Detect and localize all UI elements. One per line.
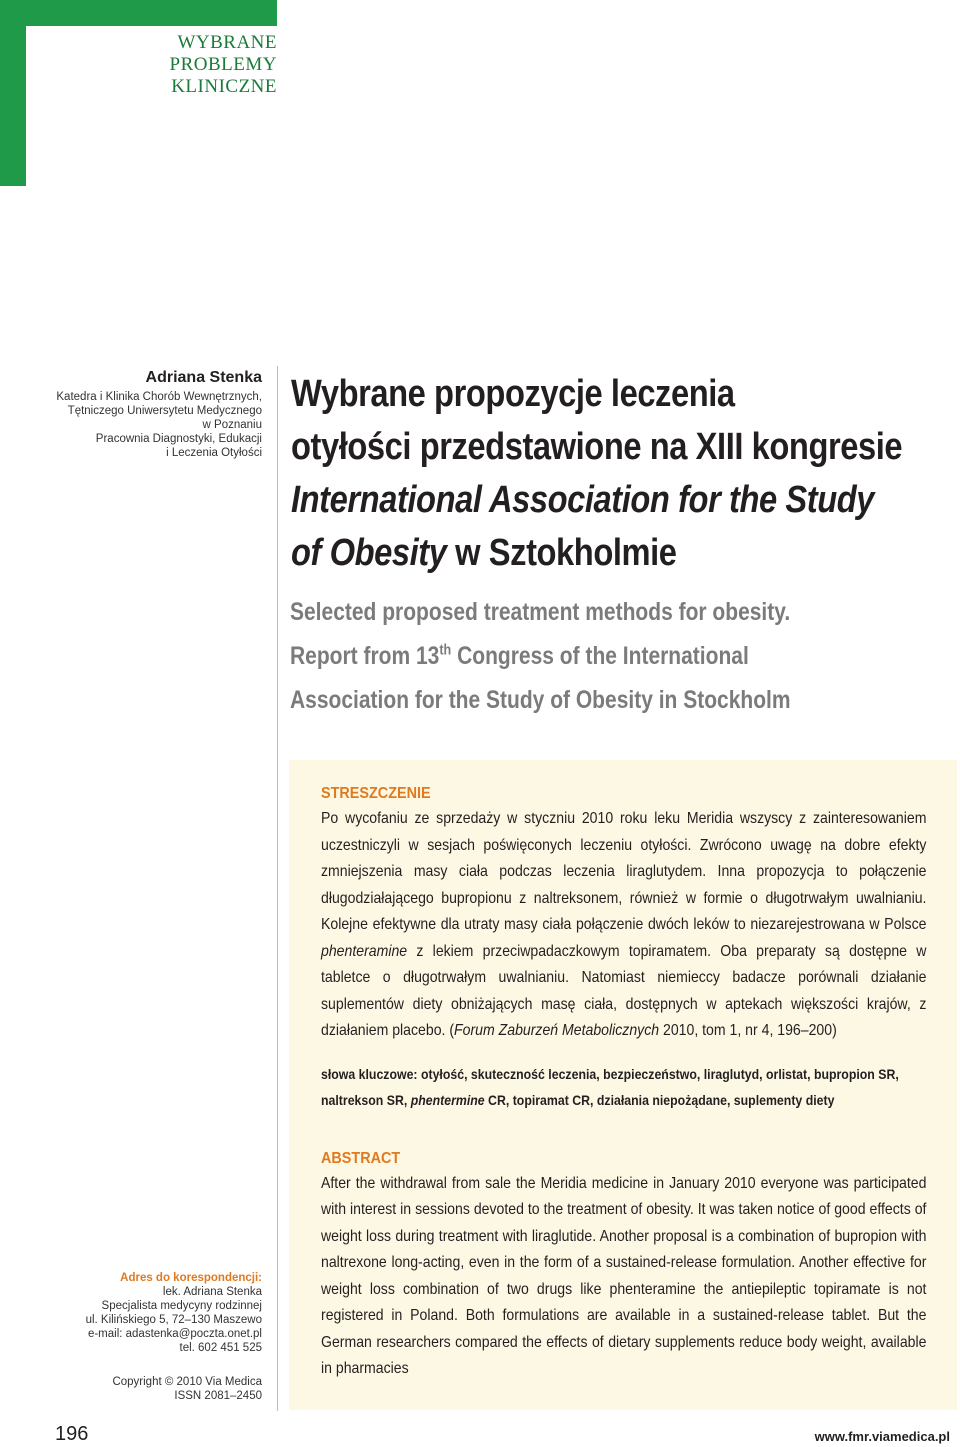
green-side-bar [0,0,26,186]
section-label: WYBRANE PROBLEMY KLINICZNE [169,32,277,97]
abstract-heading: ABSTRACT [321,1149,401,1167]
journal-website: www.fmr.viamedica.pl [814,1429,950,1444]
green-header-bar [0,0,277,26]
article-title: Wybrane propozycje leczenia otyłości przedstawione na XIII kongresie International Association for the Study of Obesity w Sztokholmie [291,373,903,574]
article-subtitle-english: Selected proposed treatment methods for obesity. Report from 13th Congress of the International Association for the Study of Obesity in Stockholm [290,598,791,714]
abstract-text: After the withdrawal from sale the Meridia medicine in January 2010 everyone was participated with interest in sessions devoted to the treatment of obesity. It was taken notice of good effects of weight loss during treatment with liraglutide. Another proposal is a combination of bupropion with naltrexone long-acting, even in the form of a sustained-release formulation. Another effective for weight loss combination of two drugs like phenteramine the antiepileptic topiramate is not registered in Poland. Both formulations are available in a sustained-release tablet. But the German researchers compared the effects of dietary supplements reduce body weight, available in pharmacies [321,1174,927,1377]
keywords: słowa kluczowe: otyłość, skuteczność leczenia, bezpieczeństwo, liraglutyd, orlistat, bupropion SR, naltrekson SR, phentermine CR, topiramat CR, działania niepożądane, suplementy diety [321,1065,899,1108]
abstract-box [289,760,957,1410]
author-affiliation: Katedra i Klinika Chorób Wewnętrznych, Tętniczego Uniwersytetu Medycznego w Poznaniu Pracownia Diagnostyki, Edukacji i Leczenia Otyłości [56,391,262,459]
streszczenie-heading: STRESZCZENIE [321,785,431,802]
streszczenie-text: Po wycofaniu ze sprzedaży w styczniu 2010 roku leku Meridia wszyscy z zainteresowaniem uczestniczyli w sesjach poświęconych leczeniu otyłości. Zwrócono uwagę na dobre efekty zmniejszenia masy ciała podczas leczenia liraglutydem. Inna propozycja to połączenie długodziałającego bupropionu z naltreksonem, również w formie o długotrwałym uwalnianiu. Kolejne efektywne dla utraty masy ciała połączenie dwóch leków to niezarejestrowana w Polsce phenteramine z lekiem przeciwpadaczkowym topiramatem. Oba preparaty są dostępne w tabletce o długotrwałym uwalnianiu. Natomiast niemieccy badacze porównali działanie suplementów diety obniżających masę ciała, dostępnych w aptekach większości krajów, z działaniem placebo. (Forum Zaburzeń Metabolicznych 2010, tom 1, nr 4, 196–200) [321,810,927,1039]
column-divider [277,366,278,1411]
correspondence-address: Adres do korespondencji: lek. Adriana Stenka Specjalista medycyny rodzinnej ul. Kilińskiego 5, 72–130 Maszewo e-mail: adastenka@poczta.onet.pl tel. 602 451 525 [85,1272,262,1354]
page-number: 196 [55,1423,89,1445]
author-name: Adriana Stenka [145,369,262,386]
copyright: Copyright © 2010 Via Medica ISSN 2081–2450 [112,1376,262,1402]
